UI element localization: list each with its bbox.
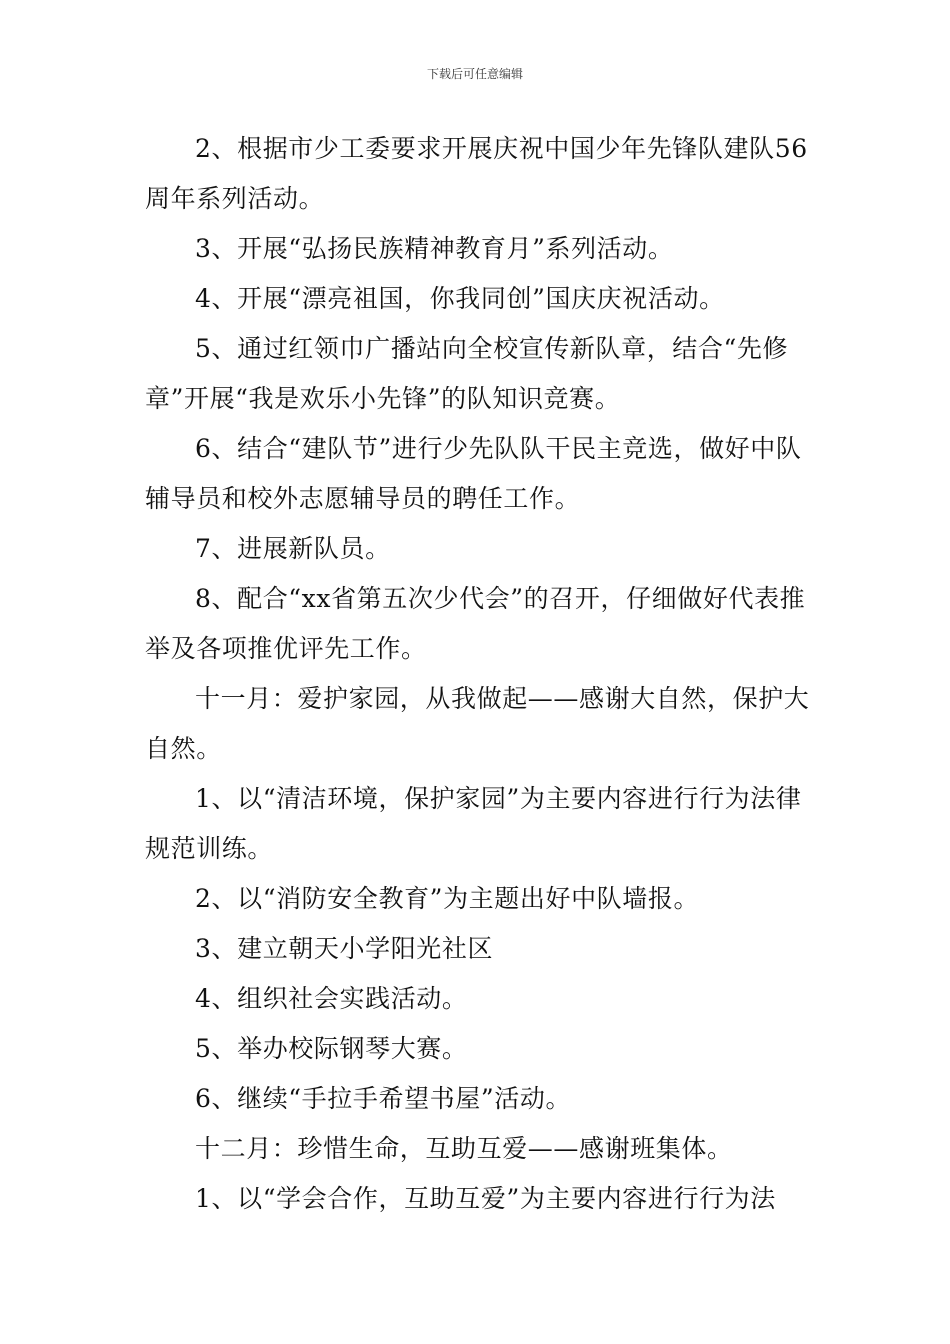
paragraph: 3、建立朝天小学阳光社区 bbox=[195, 934, 494, 963]
paragraph: 2、根据市少工委要求开展庆祝中国少年先锋队建队56周年系列活动。 bbox=[145, 134, 808, 213]
paragraph: 5、举办校际钢琴大赛。 bbox=[195, 1034, 468, 1063]
paragraph: 4、组织社会实践活动。 bbox=[195, 984, 468, 1013]
paragraph: 1、以“学会合作，互助互爱”为主要内容进行行为法 bbox=[195, 1184, 776, 1213]
paragraph: 3、开展“弘扬民族精神教育月”系列活动。 bbox=[195, 234, 674, 263]
section-heading-november: 十一月：爱护家园，从我做起——感谢大自然，保护大自然。 bbox=[145, 684, 810, 763]
document-body bbox=[145, 124, 810, 1224]
section-heading-december: 十二月：珍惜生命，互助互爱——感谢班集体。 bbox=[195, 1134, 733, 1163]
paragraph: 4、开展“漂亮祖国，你我同创”国庆庆祝活动。 bbox=[195, 284, 725, 313]
paragraph: 7、进展新队员。 bbox=[195, 534, 391, 563]
paragraph: 1、以“清洁环境，保护家园”为主要内容进行行为法律规范训练。 bbox=[145, 784, 802, 863]
paragraph: 6、继续“手拉手希望书屋”活动。 bbox=[195, 1084, 572, 1113]
paragraph: 5、通过红领巾广播站向全校宣传新队章，结合“先修章”开展“我是欢乐小先锋”的队知识竞赛。 bbox=[145, 334, 789, 413]
header-note: 下载后可任意编辑 bbox=[426, 67, 523, 81]
paragraph: 2、以“消防安全教育”为主题出好中队墙报。 bbox=[195, 884, 700, 913]
paragraph: 6、结合“建队节”进行少先队队干民主竞选，做好中队辅导员和校外志愿辅导员的聘任工作。 bbox=[145, 434, 802, 513]
paragraph: 8、配合“xx省第五次少代会”的召开，仔细做好代表推举及各项推优评先工作。 bbox=[145, 584, 806, 663]
